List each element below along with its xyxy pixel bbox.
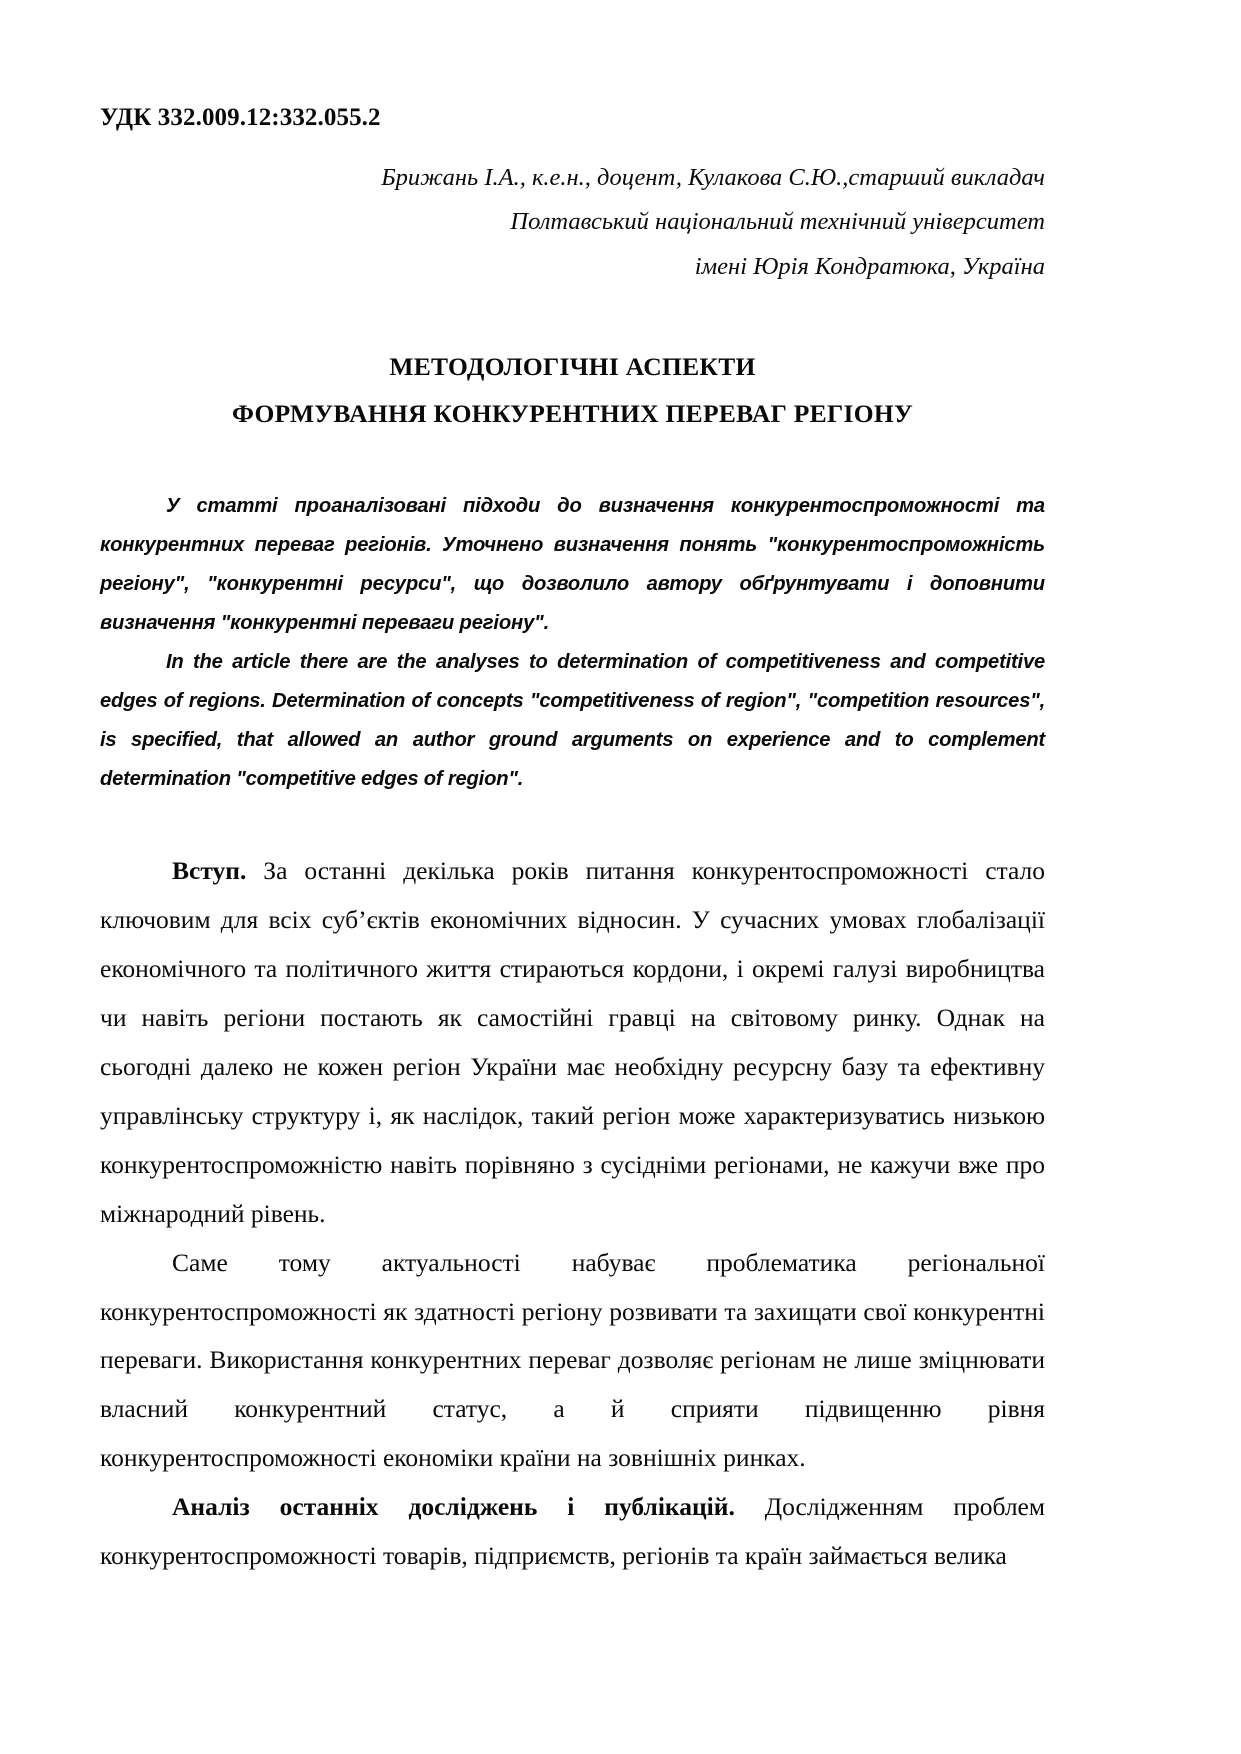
body-paragraph-3 xyxy=(100,1483,1045,1581)
body-text xyxy=(100,847,1045,1581)
body-paragraph-1-text: За останні декілька років питання конкурентоспроможності стало ключовим для всіх суб’єктів економічних відносин. У сучасних умовах глобалізації економічного та політичного життя стираються кордони, і окремі галузі виробництва чи навіть регіони постають як самостійні гравці на світовому ринку. Однак на сьогодні далеко не кожен регіон України має необхідну ресурсну базу та ефективну управлінську структуру і, як наслідок, такий регіон може характеризуватись низькою конкурентоспроможністю навіть порівняно з сусідніми регіонами, не кажучи вже про міжнародний рівень. xyxy=(100,855,1045,1228)
abstract-ukrainian: У статті проаналізовані підходи до визначення конкурентоспроможності та конкурентних переваг регіонів. Уточнено визначення понять "конкурентоспроможність регіону", "конкурентні ресурси", що дозволило автору обґрунтувати і доповнити визначення "конкурентні переваги регіону". xyxy=(100,495,1045,634)
abstract-english: In the article there are the analyses to determination of competitiveness and competitive edges of regions. Determination of concepts "competitiveness of region", "competition resources", is specified, that allowed an author ground arguments on experience and to complement determination "competitive edges of region". xyxy=(100,650,1045,790)
title-line-1: МЕТОДОЛОГІЧНІ АСПЕКТИ xyxy=(389,352,756,382)
body-paragraph-1 xyxy=(100,847,1045,1239)
page-content xyxy=(100,0,1045,1581)
title-line-2: ФОРМУВАННЯ КОНКУРЕНТНИХ ПЕРЕВАГ РЕГІОНУ xyxy=(232,398,913,428)
body-paragraph-3-text: Дослідженням проблем конкурентоспроможності товарів, підприємств, регіонів та країн займається велика xyxy=(100,1492,1045,1571)
runin-heading-vstup: Вступ. xyxy=(172,855,247,885)
affiliation-line-1: Полтавський національний технічний університет xyxy=(510,208,1045,236)
affiliation-line-2: імені Юрія Кондратюка, Україна xyxy=(694,252,1045,280)
body-paragraph-2-text: Саме тому актуальності набуває проблематика регіональної конкурентоспроможності як здатності регіону розвивати та захищати свої конкурентні переваги. Використання конкурентних переваг дозволяє регіонам не лише зміцнювати власний конкурентний статус, а й сприяти підвищенню рівня конкурентоспроможності економіки країни на зовнішніх ринках. xyxy=(100,1247,1045,1473)
abstract-block xyxy=(100,487,1045,799)
author-line: Брижань І.А., к.е.н., доцент, Кулакова С.Ю.,старший викладач xyxy=(381,163,1045,191)
udk-code: УДК 332.009.12:332.055.2 xyxy=(100,104,381,131)
runin-heading-analiz: Аналіз останніх досліджень і публікацій. xyxy=(172,1492,735,1522)
page-title xyxy=(100,344,1045,437)
body-paragraph-2 xyxy=(100,1239,1045,1484)
authors-affiliation-block xyxy=(100,156,1045,290)
